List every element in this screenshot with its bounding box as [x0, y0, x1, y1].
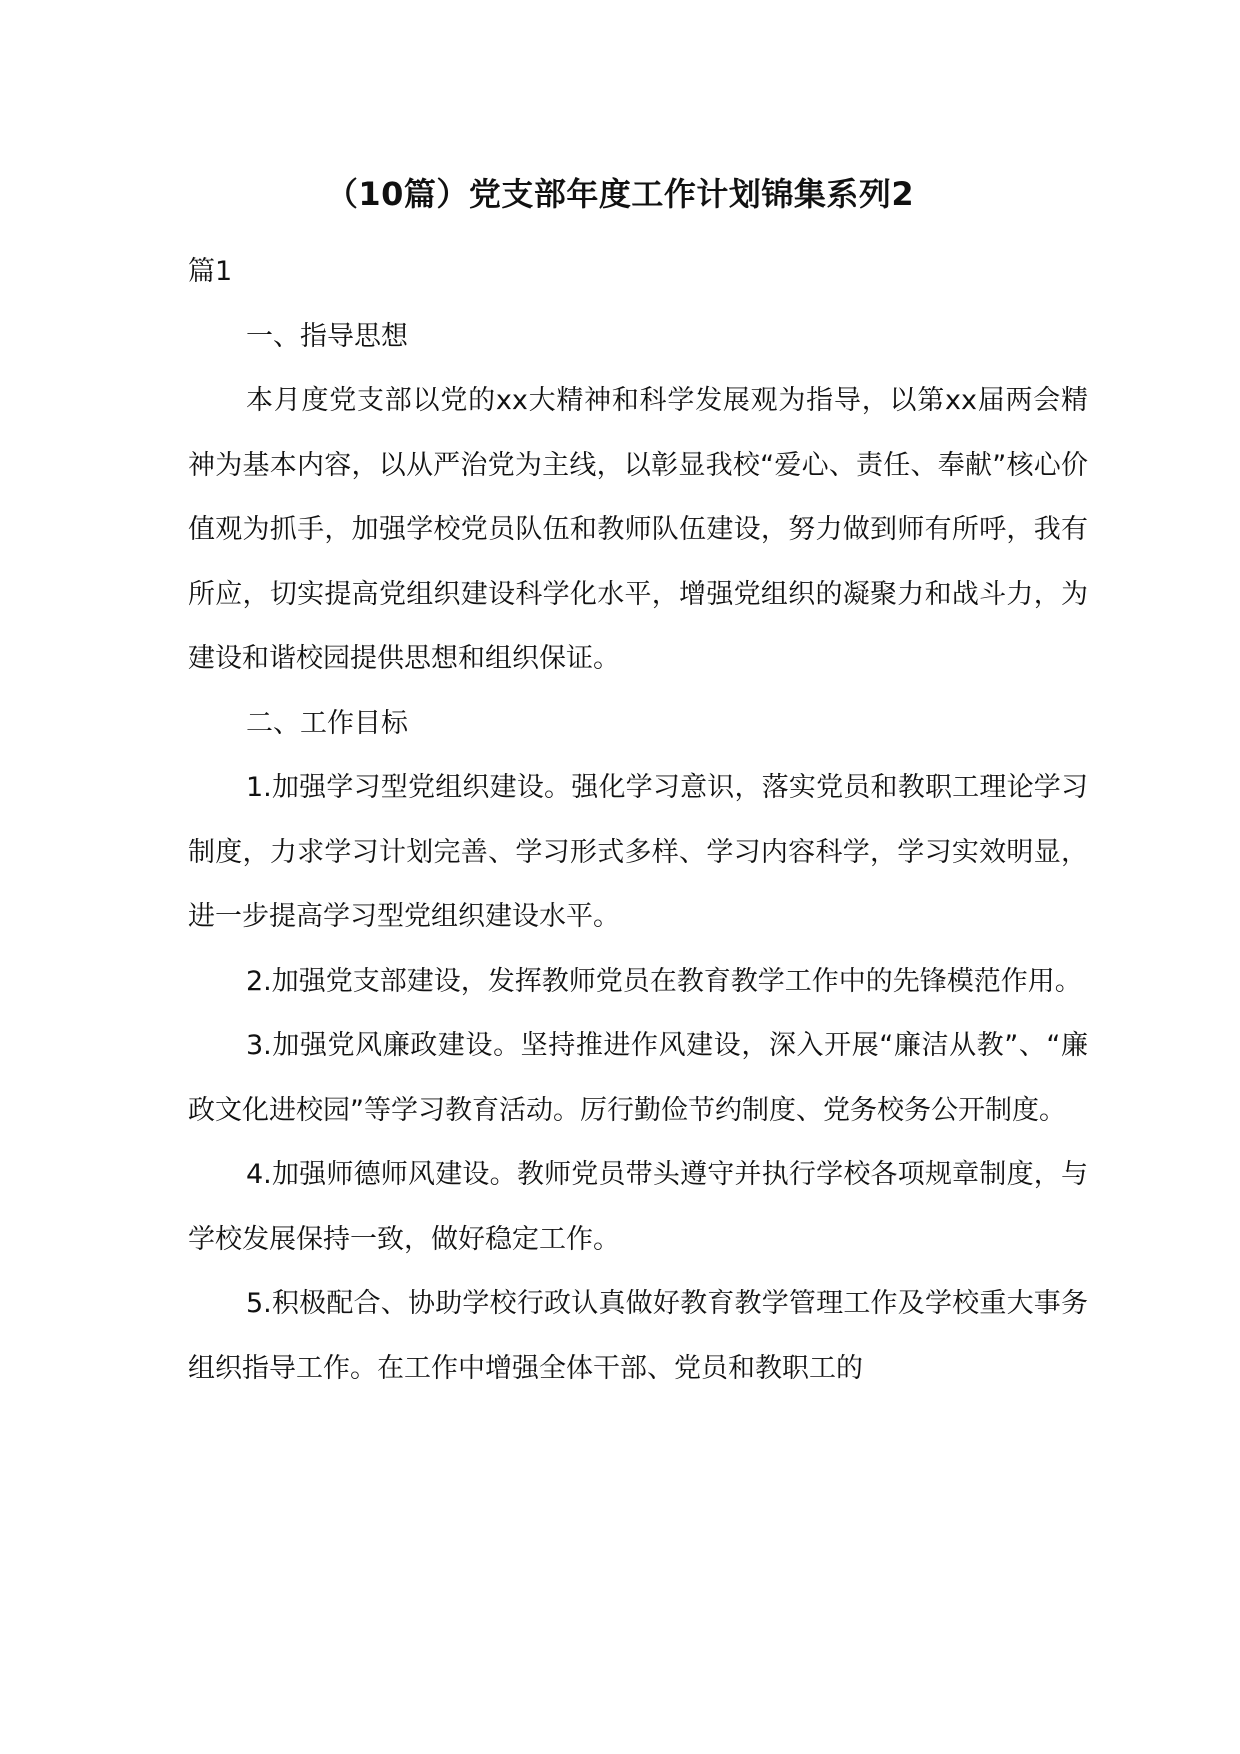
goal-item-4: 4.加强师德师风建设。教师党员带头遵守并执行学校各项规章制度，与学校发展保持一致，做好稳定工作。 [188, 1159, 1088, 1255]
section-label: 篇1 [188, 256, 233, 287]
goal-item-3: 3.加强党风廉政建设。坚持推进作风建设，深入开展“廉洁从教”、“廉政文化进校园”等学习教育活动。厉行勤俭节约制度、党务校务公开制度。 [188, 1030, 1088, 1126]
heading-guiding-ideology: 一、指导思想 [246, 320, 408, 352]
heading-work-goals: 二、工作目标 [246, 707, 408, 739]
document-title: （10篇）党支部年度工作计划锦集系列2 [325, 175, 915, 213]
document-body [188, 240, 1088, 1401]
paragraph-guiding-ideology: 本月度党支部以党的xx大精神和科学发展观为指导，以第xx届两会精神为基本内容，以从严治党为主线，以彰显我校“爱心、责任、奉献”核心价值观为抓手，加强学校党员队伍和教师队伍建设，努力做到师有所呼，我有所应，切实提高党组织建设科学化水平，增强党组织的凝聚力和战斗力，为建设和谐校园提供思想和组织保证。 [188, 385, 1088, 674]
goal-item-2: 2.加强党支部建设，发挥教师党员在教育教学工作中的先锋模范作用。 [246, 965, 1082, 997]
goal-item-5: 5.积极配合、协助学校行政认真做好教育教学管理工作及学校重大事务组织指导工作。在工作中增强全体干部、党员和教职工的 [188, 1288, 1088, 1384]
goal-item-1: 1.加强学习型党组织建设。强化学习意识，落实党员和教职工理论学习制度，力求学习计划完善、学习形式多样、学习内容科学，学习实效明显，进一步提高学习型党组织建设水平。 [188, 772, 1088, 932]
